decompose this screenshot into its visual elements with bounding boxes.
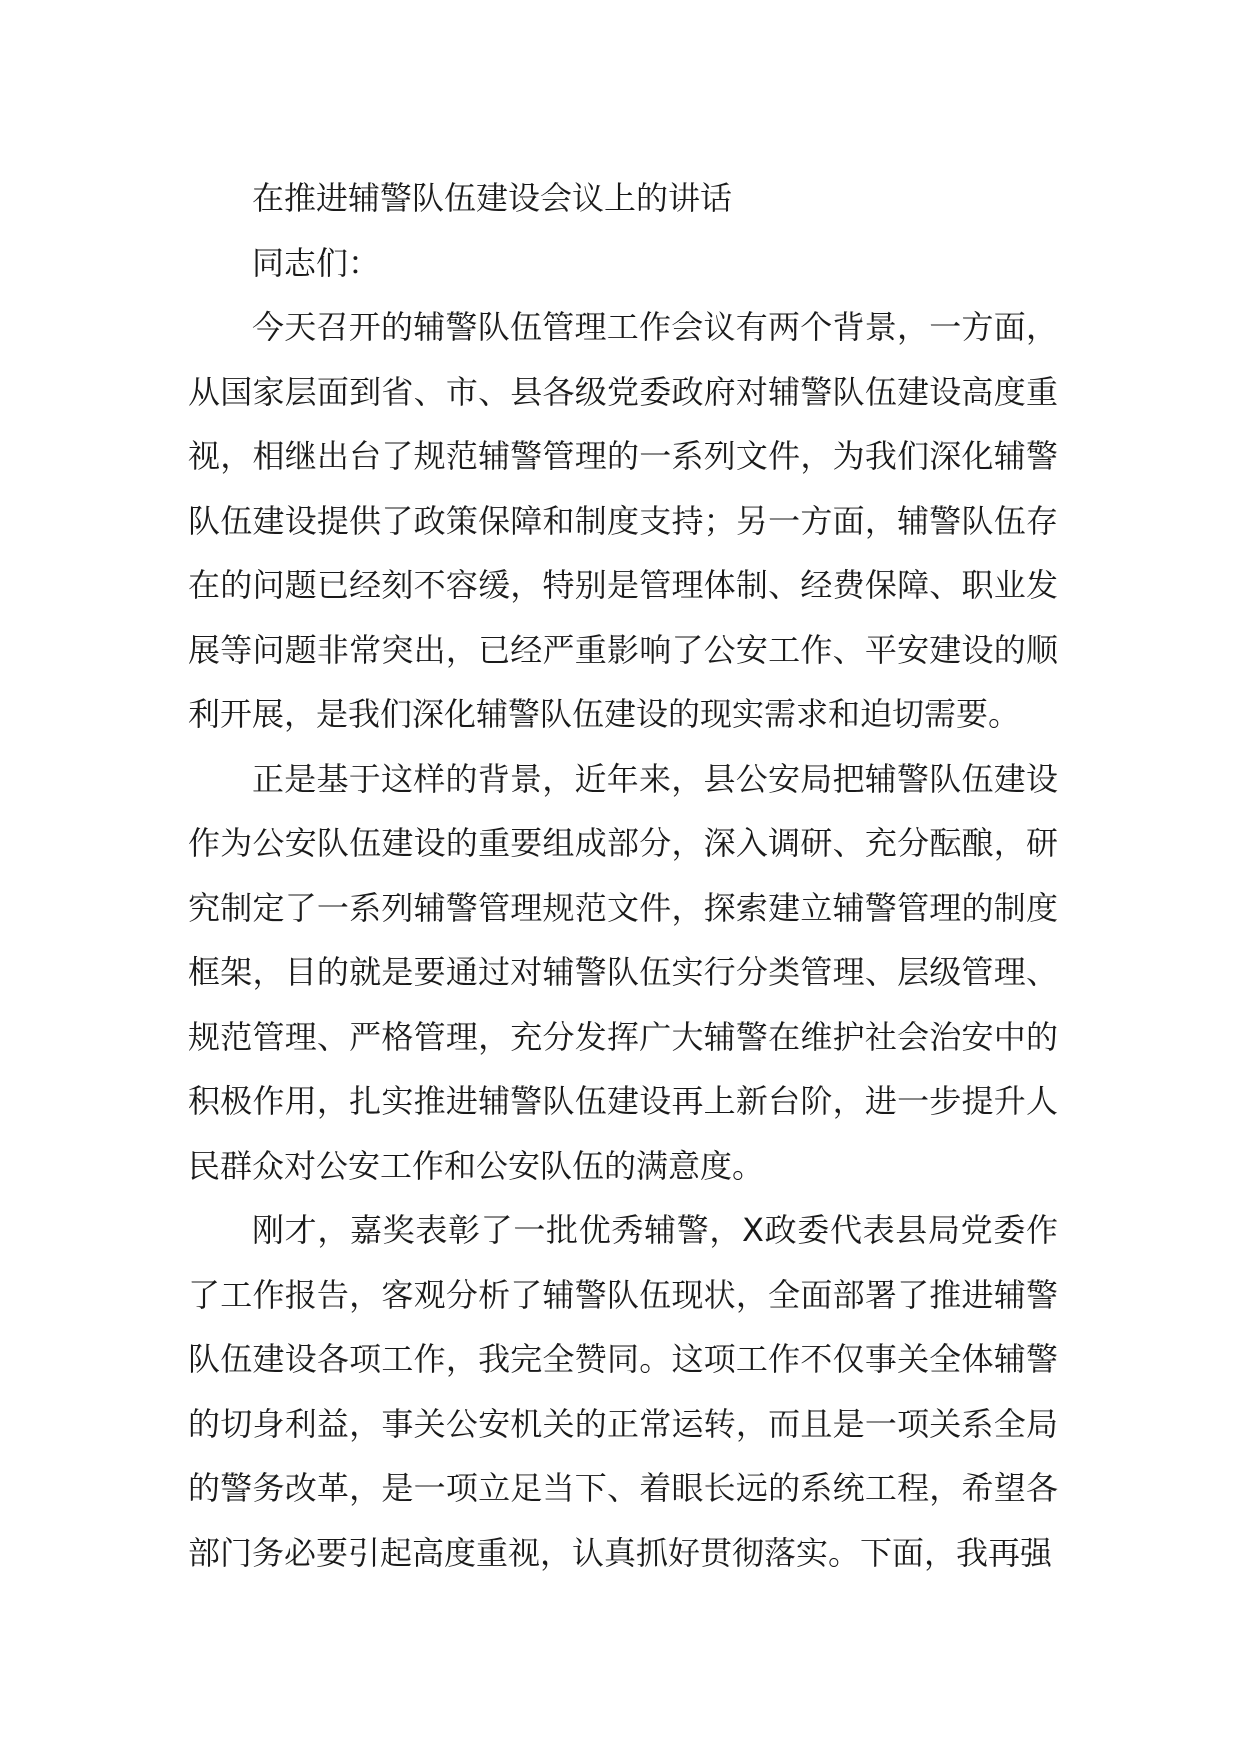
document-title: 在推进辅警队伍建设会议上的讲话 <box>252 179 733 217</box>
speech-body <box>188 166 1058 1585</box>
paragraph-1: 今天召开的辅警队伍管理工作会议有两个背景，一方面，从国家层面到省、市、县各级党委政府对辅警队伍建设高度重视，相继出台了规范辅警管理的一系列文件，为我们深化辅警队伍建设提供了政策保障和制度支持；另一方面，辅警队伍存在的问题已经刻不容缓，特别是管理体制、经费保障、职业发展等问题非常突出，已经严重影响了公安工作、平安建设的顺利开展，是我们深化辅警队伍建设的现实需求和迫切需要。 <box>188 308 1058 733</box>
salutation: 同志们： <box>252 243 381 282</box>
paragraph-3: 刚才，嘉奖表彰了一批优秀辅警，X政委代表县局党委作了工作报告，客观分析了辅警队伍现状，全面部署了推进辅警队伍建设各项工作，我完全赞同。这项工作不仅事关全体辅警的切身利益，事关公安机关的正常运转，而且是一项关系全局的警务改革，是一项立足当下、着眼长远的系统工程，希望各部门务必要引起高度重视，认真抓好贯彻落实。下面，我再强 <box>188 1211 1058 1572</box>
paragraph-2: 正是基于这样的背景，近年来，县公安局把辅警队伍建设作为公安队伍建设的重要组成部分，深入调研、充分酝酿，研究制定了一系列辅警管理规范文件，探索建立辅警管理的制度框架，目的就是要通过对辅警队伍实行分类管理、层级管理、规范管理、严格管理，充分发挥广大辅警在维护社会治安中的积极作用，扎实推进辅警队伍建设再上新台阶，进一步提升人民群众对公安工作和公安队伍的满意度。 <box>188 759 1058 1185</box>
